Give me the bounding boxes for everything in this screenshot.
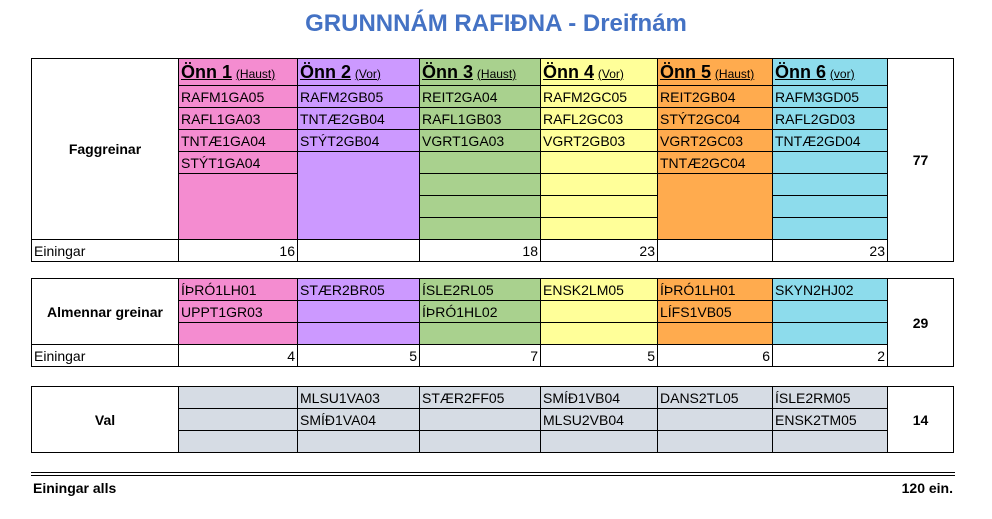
course-cell bbox=[298, 323, 420, 345]
einingar-row bbox=[32, 345, 954, 367]
einingar-label: Einingar bbox=[32, 345, 179, 367]
course-cell: TNTÆ1GA04 bbox=[179, 130, 298, 152]
footer-label: Einingar alls bbox=[33, 480, 117, 496]
einingar-value: 2 bbox=[773, 345, 888, 367]
einingar-value bbox=[298, 240, 420, 262]
course-cell bbox=[541, 196, 658, 218]
header-onn-4-sub: (Vor) bbox=[597, 66, 624, 81]
course-cell bbox=[541, 301, 658, 323]
course-cell: SMÍÐ1VA04 bbox=[298, 409, 420, 431]
course-cell: VGRT2GC03 bbox=[658, 130, 773, 152]
header-onn-6-name: Önn 6 bbox=[775, 61, 827, 82]
einingar-value bbox=[658, 240, 773, 262]
course-cell: ÍÞRÓ1LH01 bbox=[658, 279, 773, 301]
val-label: Val bbox=[32, 387, 179, 453]
einingar-value: 6 bbox=[658, 345, 773, 367]
course-cell: RAFM2GC05 bbox=[541, 86, 658, 108]
course-cell: SMÍÐ1VB04 bbox=[541, 387, 658, 409]
header-onn-2-sub: (Vor) bbox=[354, 66, 381, 81]
course-cell bbox=[773, 301, 888, 323]
footer-rule-top bbox=[31, 472, 955, 473]
course-cell bbox=[420, 152, 541, 174]
course-cell bbox=[773, 218, 888, 240]
course-cell bbox=[773, 323, 888, 345]
almennar-label: Almennar greinar bbox=[32, 279, 179, 345]
course-cell bbox=[298, 431, 420, 453]
course-cell: RAFM2GB05 bbox=[298, 86, 420, 108]
einingar-value: 23 bbox=[541, 240, 658, 262]
course-cell: ÍSLE2RM05 bbox=[773, 387, 888, 409]
course-cell: ÍSLE2RL05 bbox=[420, 279, 541, 301]
header-onn-4 bbox=[541, 59, 658, 86]
course-cell: MLSU1VA03 bbox=[298, 387, 420, 409]
course-cell: UPPT1GR03 bbox=[179, 301, 298, 323]
faggreinar-label: Faggreinar bbox=[32, 59, 179, 240]
header-onn-5-sub: (Haust) bbox=[714, 66, 755, 81]
course-cell: RAFL2GD03 bbox=[773, 108, 888, 130]
course-cell: STÆR2BR05 bbox=[298, 279, 420, 301]
course-cell: RAFM3GD05 bbox=[773, 86, 888, 108]
header-row bbox=[32, 59, 954, 86]
course-cell: LÍFS1VB05 bbox=[658, 301, 773, 323]
course-cell: RAFL1GB03 bbox=[420, 108, 541, 130]
val-table bbox=[31, 386, 954, 453]
course-cell bbox=[773, 152, 888, 174]
course-cell bbox=[541, 218, 658, 240]
header-onn-5-name: Önn 5 bbox=[660, 61, 712, 82]
course-cell: ÍÞRÓ1HL02 bbox=[420, 301, 541, 323]
header-onn-3 bbox=[420, 59, 541, 86]
course-row bbox=[32, 279, 954, 301]
header-onn-6-sub: (vor) bbox=[829, 66, 855, 81]
course-cell bbox=[773, 196, 888, 218]
einingar-value: 23 bbox=[773, 240, 888, 262]
course-cell: VGRT1GA03 bbox=[420, 130, 541, 152]
einingar-value: 5 bbox=[298, 345, 420, 367]
course-cell bbox=[541, 323, 658, 345]
course-cell: SKYN2HJ02 bbox=[773, 279, 888, 301]
course-cell: REIT2GB04 bbox=[658, 86, 773, 108]
course-cell bbox=[541, 174, 658, 196]
course-cell: RAFL1GA03 bbox=[179, 108, 298, 130]
course-cell: ENSK2TM05 bbox=[773, 409, 888, 431]
einingar-value: 4 bbox=[179, 345, 298, 367]
header-onn-1-name: Önn 1 bbox=[181, 61, 233, 82]
course-cell bbox=[179, 387, 298, 409]
footer-rule-bottom bbox=[31, 475, 955, 476]
course-cell: TNTÆ2GB04 bbox=[298, 108, 420, 130]
course-cell bbox=[298, 152, 420, 240]
header-onn-2 bbox=[298, 59, 420, 86]
val-total: 14 bbox=[888, 387, 954, 453]
footer-total: 120 ein. bbox=[901, 480, 953, 496]
course-cell bbox=[541, 431, 658, 453]
course-cell: TNTÆ2GC04 bbox=[658, 152, 773, 174]
course-cell bbox=[420, 431, 541, 453]
header-onn-1 bbox=[179, 59, 298, 86]
header-onn-6 bbox=[773, 59, 888, 86]
course-row bbox=[32, 387, 954, 409]
faggreinar-total: 77 bbox=[888, 59, 954, 262]
course-cell: ÍÞRÓ1LH01 bbox=[179, 279, 298, 301]
course-cell bbox=[420, 174, 541, 196]
course-cell bbox=[658, 174, 773, 240]
page-title: GRUNNNÁM RAFIÐNA - Dreifnám bbox=[305, 10, 687, 37]
course-cell bbox=[179, 323, 298, 345]
einingar-value: 18 bbox=[420, 240, 541, 262]
course-cell: VGRT2GB03 bbox=[541, 130, 658, 152]
course-cell bbox=[420, 218, 541, 240]
almennar-total: 29 bbox=[888, 279, 954, 367]
header-onn-1-sub: (Haust) bbox=[235, 66, 276, 81]
course-cell: RAFL2GC03 bbox=[541, 108, 658, 130]
course-cell: STÝT2GC04 bbox=[658, 108, 773, 130]
einingar-value: 7 bbox=[420, 345, 541, 367]
faggreinar-table bbox=[31, 58, 954, 262]
course-cell bbox=[420, 409, 541, 431]
course-cell bbox=[298, 301, 420, 323]
einingar-value: 16 bbox=[179, 240, 298, 262]
einingar-value: 5 bbox=[541, 345, 658, 367]
course-cell: REIT2GA04 bbox=[420, 86, 541, 108]
einingar-label: Einingar bbox=[32, 240, 179, 262]
course-cell bbox=[179, 431, 298, 453]
course-cell: ENSK2LM05 bbox=[541, 279, 658, 301]
header-onn-5 bbox=[658, 59, 773, 86]
course-cell bbox=[658, 431, 773, 453]
course-cell bbox=[541, 152, 658, 174]
course-cell bbox=[420, 323, 541, 345]
course-cell: RAFM1GA05 bbox=[179, 86, 298, 108]
header-onn-3-name: Önn 3 bbox=[422, 61, 474, 82]
course-cell: STÝT2GB04 bbox=[298, 130, 420, 152]
course-cell: MLSU2VB04 bbox=[541, 409, 658, 431]
course-cell bbox=[420, 196, 541, 218]
course-cell bbox=[773, 431, 888, 453]
course-cell bbox=[773, 174, 888, 196]
course-cell bbox=[658, 323, 773, 345]
course-cell: DANS2TL05 bbox=[658, 387, 773, 409]
header-onn-3-sub: (Haust) bbox=[476, 66, 517, 81]
einingar-row bbox=[32, 240, 954, 262]
course-cell: TNTÆ2GD04 bbox=[773, 130, 888, 152]
course-cell: STÝT1GA04 bbox=[179, 152, 298, 174]
header-onn-4-name: Önn 4 bbox=[543, 61, 595, 82]
course-cell bbox=[658, 409, 773, 431]
almennar-table bbox=[31, 278, 954, 367]
course-cell: STÆR2FF05 bbox=[420, 387, 541, 409]
header-onn-2-name: Önn 2 bbox=[300, 61, 352, 82]
course-cell bbox=[179, 409, 298, 431]
course-cell bbox=[179, 174, 298, 240]
